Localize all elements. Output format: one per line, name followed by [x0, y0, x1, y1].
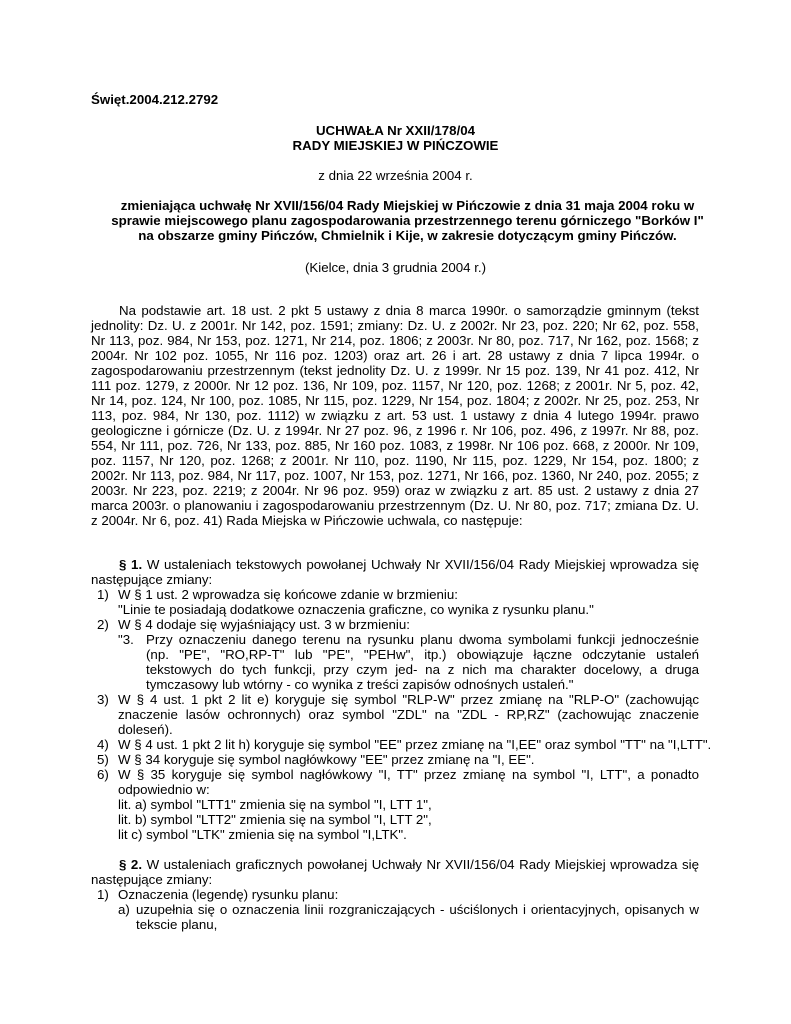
s1-item-4-number: 4) — [97, 737, 109, 752]
s1-item-6-lit-c: lit c) symbol "LTK" zmienia się na symbol "I,LTK". — [118, 827, 407, 842]
s2-item-1-text: Oznaczenia (legendę) rysunku planu: — [118, 887, 339, 902]
s2-item-1-number: 1) — [97, 887, 109, 902]
s1-item-1-text: W § 1 ust. 2 wprowadza się końcowe zdanie w brzmieniu: — [118, 587, 458, 602]
s1-item-2-number: 2) — [97, 617, 109, 632]
s1-item-3-text: W § 4 ust. 1 pkt 2 lit e) koryguje się symbol "RLP-W" przez zmianę na "RLP-O" (zachowując znaczenie lasów ochronnych) oraz symbol "ZDL" na "ZDL - RP,RZ" (zachowując znaczenie doleseń). — [118, 692, 699, 737]
s1-item-1-number: 1) — [97, 587, 109, 602]
section-1-intro — [91, 557, 699, 587]
s1-item-5-text: W § 34 koryguje się symbol nagłówkowy "EE" przez zmianę na "I, EE". — [118, 752, 535, 767]
preamble-paragraph: Na podstawie art. 18 ust. 2 pkt 5 ustawy z dnia 8 marca 1990r. o samorządzie gminnym (tekst jednolity: Dz. U. z 2001r. Nr 142, poz. 1591; zmiany: Dz. U. z 2002r. Nr 23, poz. 220; Nr 62, poz. 558, Nr 113, poz. 984, Nr 153, poz. 1271, Nr 214, poz. 1806; z 2003r. Nr 80, poz. 717, Nr 162, poz. 1568; z 2004r. Nr 102 poz. 1055, Nr 116 poz. 1203) oraz art. 26 i art. 28 ustawy z dnia 7 lipca 1994r. o zagospodarowaniu przestrzennym (tekst jednolity Dz. U. z 1999r. Nr 15 poz. 139, Nr 41 poz. 412, Nr 111 poz. 1279, z 2000r. Nr 12 poz. 136, Nr 109, poz. 1157, Nr 120, poz. 1268; z 2001r. Nr 5, poz. 42, Nr 14, poz. 124, Nr 100, poz. 1085, Nr 115, poz. 1229, Nr 154, poz. 1804; z 2002r. Nr 25, poz. 253, Nr 113, poz. 984, Nr 130, poz. 1112) w związku z art. 53 ust. 1 ustawy z dnia 4 lutego 1994r. prawo geologiczne i górnicze (Dz. U. z 1994r. Nr 27 poz. 96, z 1996 r. Nr 106, poz. 496, z 1997r. Nr 88, poz. 554, Nr 111, poz. 726, Nr 133, poz. 885, Nr 160 poz. 1083, z 1998r. Nr 106 poz. 668, z 2000r. Nr 109, poz. 1157, Nr 120, poz. 1268; z 2001r. Nr 110, poz. 1190, Nr 115, poz. 1229, Nr 154, poz. 1800; z 2002r. Nr 113, poz. 984, Nr 117, poz. 1007, Nr 153, poz. 1271, Nr 166, poz. 1360, Nr 240, poz. 2055; z 2003r. Nr 223, poz. 2219; z 2004r. Nr 96 poz. 959) oraz w związku z art. 85 ust. 2 ustawy z dnia 27 marca 2003r. o planowaniu i zagospodarowaniu przestrzennym (Dz. U. Nr 80, poz. 717; zmiana Dz. U. z 2004r. Nr 6, poz. 41) Rada Miejska w Pińczowie uchwala, co następuje: — [91, 303, 699, 528]
resolution-subject: zmieniająca uchwałę Nr XVII/156/04 Rady Miejskiej w Pińczowie z dnia 31 maja 2004 roku w sprawie miejscowego planu zagospodarowania przestrzennego terenu górniczego "Borków I" na obszarze gminy Pińczów, Chmielnik i Kije, w zakresie dotyczącym gminy Pińczów. — [111, 198, 704, 243]
document-reference: Święt.2004.212.2792 — [91, 92, 219, 107]
section-1-intro-text: W ustaleniach tekstowych powołanej Uchwały Nr XVII/156/04 Rady Miejskiej wprowadza się następujące zmiany: — [91, 557, 699, 587]
s1-item-6-number: 6) — [97, 767, 109, 782]
section-2-intro — [91, 857, 699, 887]
council-name: RADY MIEJSKIEJ W PIŃCZOWIE — [292, 138, 499, 153]
s1-item-1-quote: "Linie te posiadają dodatkowe oznaczenia graficzne, co wynika z rysunku planu." — [118, 602, 594, 617]
section-2-intro-text: W ustaleniach graficznych powołanej Uchwały Nr XVII/156/04 Rady Miejskiej wprowadza się następujące zmiany: — [91, 857, 699, 887]
s1-item-4-text: W § 4 ust. 1 pkt 2 lit h) koryguje się symbol "EE" przez zmianę na "I,EE" oraz symbol "TT" na "I,LTT". — [118, 737, 712, 752]
resolution-date: z dnia 22 września 2004 r. — [318, 168, 473, 183]
s1-item-6-lit-b: lit. b) symbol "LTT2" zmienia się na symbol "I, LTT 2", — [118, 812, 432, 827]
section-2-mark: § 2. — [119, 857, 143, 872]
s1-item-6-text: W § 35 koryguje się symbol nagłówkowy "I, TT" przez zmianę na symbol "I, LTT", a ponadto odpowiednio w: — [118, 767, 699, 797]
section-1-mark: § 1. — [119, 557, 143, 572]
s1-item-5-number: 5) — [97, 752, 109, 767]
s1-item-3-number: 3) — [97, 692, 109, 707]
s1-item-2-sub-number: "3. — [118, 632, 134, 647]
s2-item-1-a-text: uzupełnia się o oznaczenia linii rozgraniczających - uściślonych i orientacyjnych, opisanych w tekscie planu, — [136, 902, 699, 932]
s1-item-6-lit-a: lit. a) symbol "LTT1" zmienia się na symbol "I, LTT 1", — [118, 797, 432, 812]
s2-item-1-a-number: a) — [118, 902, 130, 917]
s1-item-2-text: W § 4 dodaje się wyjaśniający ust. 3 w brzmieniu: — [118, 617, 410, 632]
resolution-title: UCHWAŁA Nr XXII/178/04 — [315, 123, 476, 138]
publication-note: (Kielce, dnia 3 grudnia 2004 r.) — [304, 260, 487, 275]
s1-item-2-sub-text: Przy oznaczeniu danego terenu na rysunku planu dwoma symbolami funkcji jednocześnie (np. "PE", "RO,RP-T" lub "PE", "PEHw", itp.) obowiązuje łączne odczytanie ustaleń tekstowych do tych funkcji, przy czym jed- na z nich ma charakter docelowy, a druga tymczasowy lub wtórny - co wynika z treści zapisów odnośnych ustaleń." — [146, 632, 699, 692]
